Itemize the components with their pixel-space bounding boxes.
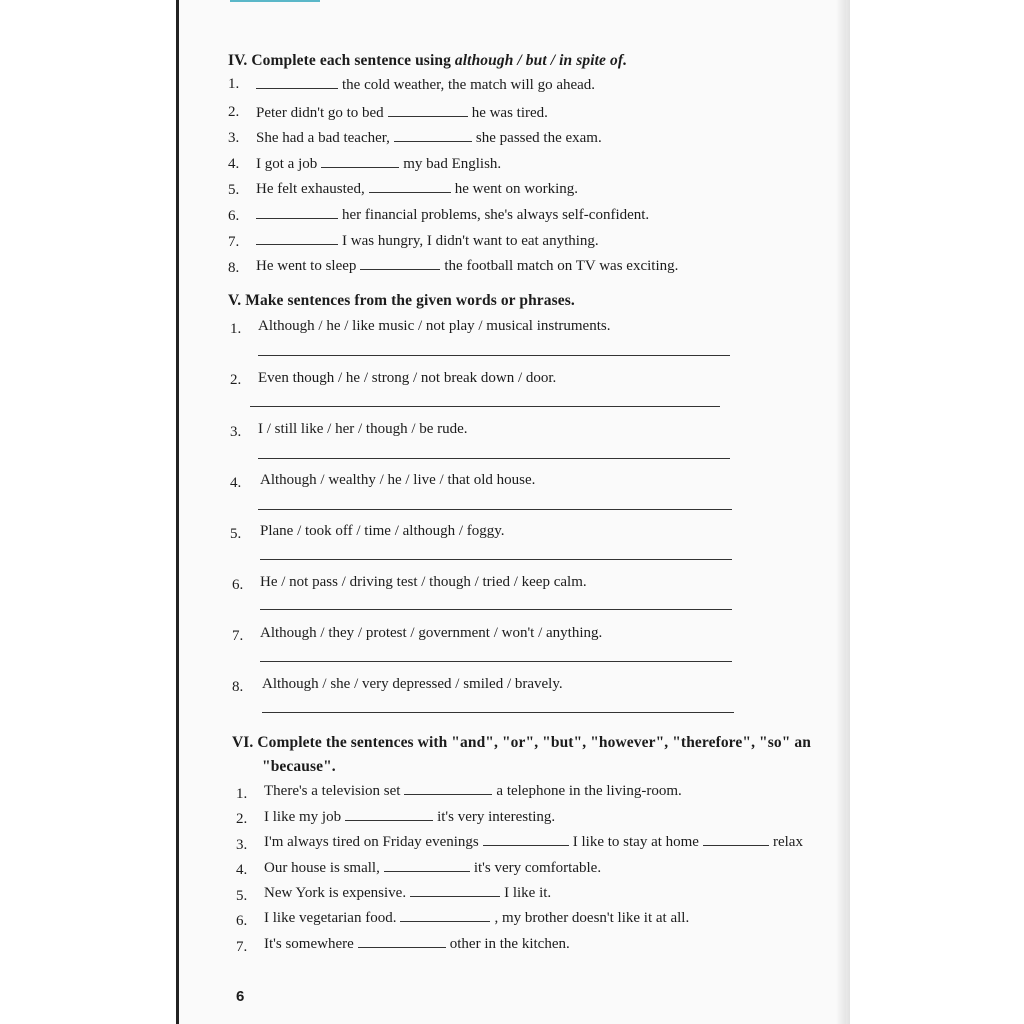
list-item: Even though / he / strong / not break down / door. bbox=[258, 370, 557, 386]
section-vi-heading: VI. Complete the sentences with "and", "or", "but", "however", "therefore", "so" an bbox=[232, 734, 811, 751]
list-item: He / not pass / driving test / though / tried / keep calm. bbox=[260, 574, 587, 590]
section-iv-heading bbox=[228, 52, 627, 70]
list-item bbox=[264, 859, 601, 877]
answer-blank[interactable] bbox=[394, 129, 472, 142]
sentence-text: New York is expensive. bbox=[264, 885, 407, 901]
sentence-text: he was tired. bbox=[471, 105, 548, 121]
list-item: Plane / took off / time / although / foggy. bbox=[260, 523, 505, 539]
sentence-text: relax bbox=[772, 834, 803, 850]
list-item bbox=[264, 782, 682, 800]
list-item bbox=[252, 76, 595, 94]
list-number: 2. bbox=[228, 104, 240, 120]
answer-blank[interactable] bbox=[369, 180, 451, 193]
answer-line[interactable] bbox=[260, 609, 732, 610]
list-number: 2. bbox=[236, 811, 248, 827]
list-item: Although / they / protest / government / won't / anything. bbox=[260, 625, 603, 641]
sentence-text: the cold weather, the match will go ahead. bbox=[342, 77, 596, 93]
list-number: 8. bbox=[228, 260, 240, 276]
sentence-text: I got a job bbox=[256, 156, 318, 172]
list-item: Although / wealthy / he / live / that old house. bbox=[260, 472, 536, 488]
sentence-text: I like to stay at home bbox=[572, 834, 699, 850]
list-item: Although / he / like music / not play / musical instruments. bbox=[258, 318, 611, 334]
answer-line[interactable] bbox=[260, 661, 732, 662]
answer-blank[interactable] bbox=[384, 859, 470, 872]
list-number: 3. bbox=[228, 130, 240, 146]
answer-blank[interactable] bbox=[360, 257, 440, 270]
list-number: 3. bbox=[236, 837, 248, 853]
book-spine bbox=[176, 0, 179, 1024]
page-edge-shadow bbox=[836, 0, 850, 1024]
sentence-text: I like it. bbox=[504, 885, 552, 901]
list-number: 5. bbox=[228, 182, 240, 198]
list-item bbox=[264, 808, 555, 826]
list-number: 7. bbox=[236, 939, 248, 955]
answer-blank[interactable] bbox=[321, 155, 399, 168]
list-item bbox=[256, 257, 678, 275]
sentence-text: it's very comfortable. bbox=[473, 860, 602, 876]
answer-line[interactable] bbox=[262, 712, 734, 713]
answer-blank[interactable] bbox=[703, 833, 769, 846]
page-number: 6 bbox=[236, 988, 245, 1005]
cover-edge bbox=[230, 0, 320, 2]
list-item bbox=[256, 104, 548, 122]
answer-line[interactable] bbox=[260, 559, 732, 560]
sentence-text: He went to sleep bbox=[256, 258, 357, 274]
answer-blank[interactable] bbox=[410, 884, 500, 897]
sentence-text: other in the kitchen. bbox=[449, 936, 570, 952]
sentence-text: It's somewhere bbox=[264, 936, 354, 952]
section-v-heading: V. Make sentences from the given words or phrases. bbox=[228, 292, 575, 309]
sentence-text: she passed the exam. bbox=[475, 130, 602, 146]
sentence-text: it's very interesting. bbox=[437, 809, 556, 825]
list-number: 6. bbox=[236, 913, 248, 929]
sentence-text: I'm always tired on Friday evenings bbox=[264, 834, 479, 850]
sentence-text: a telephone in the living-room. bbox=[496, 783, 682, 799]
sentence-text: the football match on TV was exciting. bbox=[444, 258, 679, 274]
answer-blank[interactable] bbox=[404, 782, 492, 795]
list-number: 4. bbox=[230, 475, 242, 491]
list-number: 1. bbox=[236, 786, 248, 802]
answer-line[interactable] bbox=[258, 458, 730, 459]
section-iv-title-words: although / but / in spite of. bbox=[454, 52, 628, 69]
answer-blank[interactable] bbox=[256, 206, 338, 219]
answer-blank[interactable] bbox=[256, 76, 338, 89]
sentence-text: There's a television set bbox=[264, 783, 401, 799]
list-number: 8. bbox=[232, 679, 244, 695]
answer-blank[interactable] bbox=[400, 909, 490, 922]
sentence-text: I was hungry, I didn't want to eat anything. bbox=[342, 233, 599, 249]
list-number: 6. bbox=[232, 577, 244, 593]
list-item: Although / she / very depressed / smiled / bravely. bbox=[262, 676, 563, 692]
list-number: 5. bbox=[236, 888, 248, 904]
list-number: 3. bbox=[230, 424, 242, 440]
list-item bbox=[256, 180, 578, 198]
list-number: 4. bbox=[228, 156, 240, 172]
answer-line[interactable] bbox=[250, 406, 720, 407]
list-item bbox=[264, 884, 551, 902]
answer-blank[interactable] bbox=[388, 104, 468, 117]
sentence-text: She had a bad teacher, bbox=[256, 130, 390, 146]
list-item bbox=[256, 155, 501, 173]
sentence-text: my bad English. bbox=[403, 156, 502, 172]
sentence-text: Peter didn't go to bed bbox=[256, 105, 384, 121]
list-item: I / still like / her / though / be rude. bbox=[258, 421, 468, 437]
sentence-text: Our house is small, bbox=[264, 860, 380, 876]
answer-line[interactable] bbox=[258, 509, 732, 510]
answer-line[interactable] bbox=[258, 355, 730, 356]
list-number: 6. bbox=[228, 208, 240, 224]
list-number: 4. bbox=[236, 862, 248, 878]
sentence-text: he went on working. bbox=[454, 181, 579, 197]
sentence-text: I like my job bbox=[264, 809, 342, 825]
answer-blank[interactable] bbox=[256, 232, 338, 245]
list-item bbox=[264, 935, 570, 953]
answer-blank[interactable] bbox=[358, 935, 446, 948]
list-number: 1. bbox=[228, 76, 240, 92]
section-vi-heading-cont: "because". bbox=[262, 758, 336, 775]
answer-blank[interactable] bbox=[483, 833, 569, 846]
section-iv-title: IV. Complete each sentence using bbox=[228, 52, 451, 69]
list-number: 7. bbox=[232, 628, 244, 644]
list-item bbox=[252, 206, 649, 224]
list-number: 1. bbox=[230, 321, 242, 337]
list-item bbox=[252, 232, 599, 250]
sentence-text: her financial problems, she's always self-confident. bbox=[342, 207, 650, 223]
sentence-text: , my brother doesn't like it at all. bbox=[494, 910, 690, 926]
list-number: 7. bbox=[228, 234, 240, 250]
answer-blank[interactable] bbox=[345, 808, 433, 821]
sentence-text: I like vegetarian food. bbox=[264, 910, 397, 926]
list-item bbox=[256, 129, 602, 147]
list-item bbox=[264, 833, 846, 851]
sentence-text: He felt exhausted, bbox=[256, 181, 365, 197]
list-number: 2. bbox=[230, 372, 242, 388]
list-number: 5. bbox=[230, 526, 242, 542]
list-item bbox=[264, 909, 689, 927]
